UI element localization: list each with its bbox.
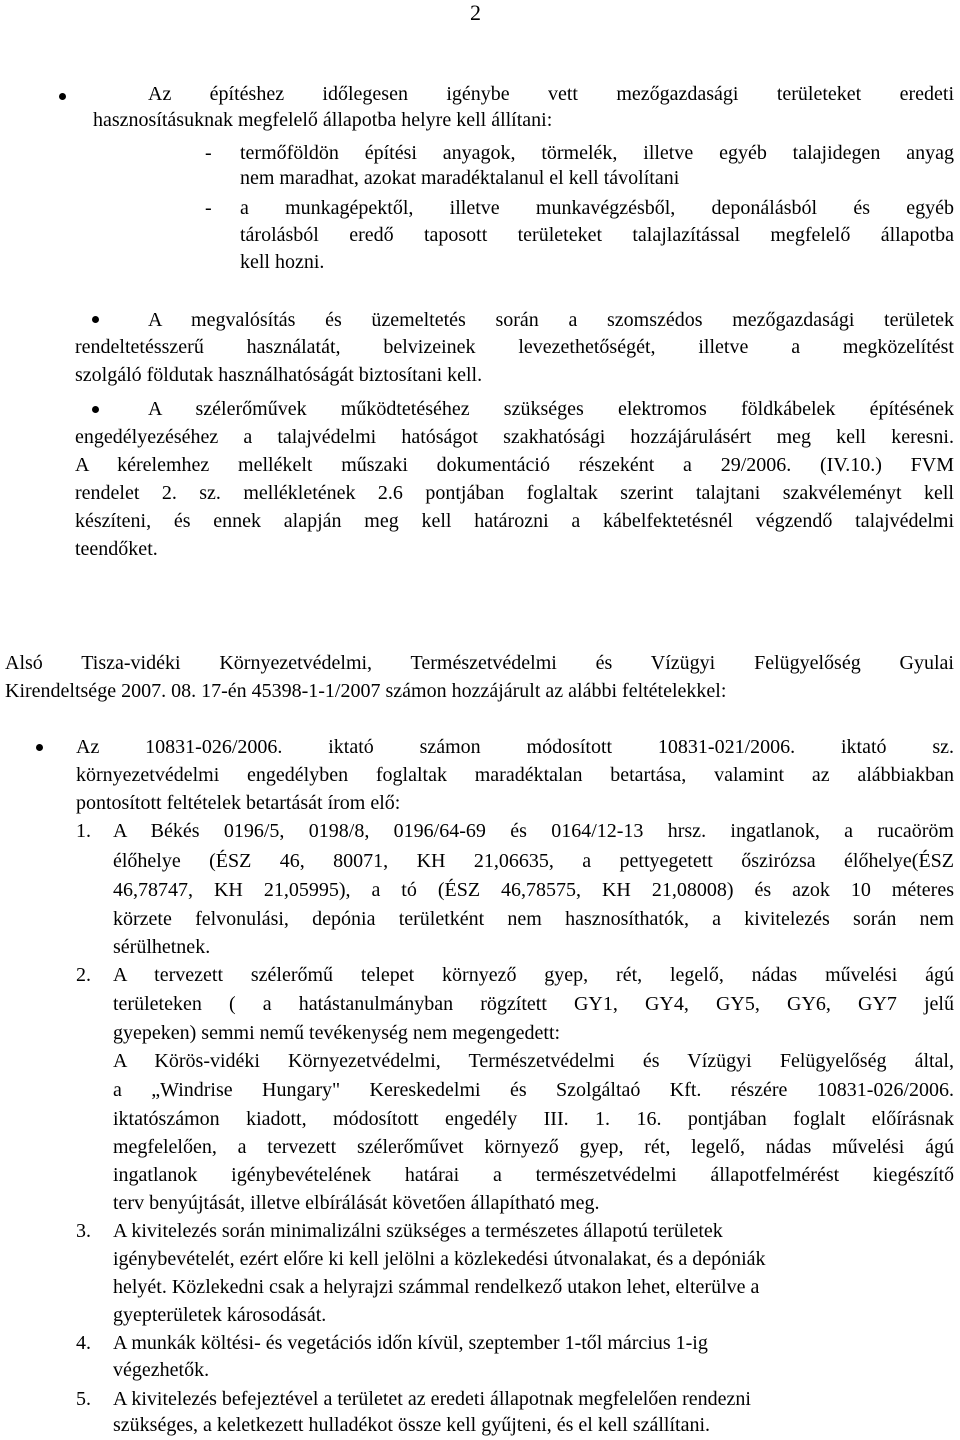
text-line: A Körös-vidéki Környezetvédelmi, Természetvédelmi és Vízügyi Felügyelőség által, xyxy=(113,1050,954,1072)
list-number: 1. xyxy=(76,820,91,842)
text-line: A kivitelezés befejeztével a területet az eredeti állapotnak megfelelően rendezni xyxy=(113,1388,751,1410)
text-line: igénybevételét, ezért előre ki kell jelölni a közlekedési útvonalakat, és a depóniák xyxy=(113,1248,766,1270)
text-line: tárolásból eredő taposott területeket talajlazítással megfelelő állapotba xyxy=(240,224,954,246)
text-line: területeken ( a hatástanulmányban rögzített GY1, GY4, GY5, GY6, GY7 jelű xyxy=(113,993,954,1015)
text-line: A tervezett szélerőmű telepet környező gyep, rét, legelő, nádas művelési ágú xyxy=(113,964,954,986)
text-line: hasznosításuknak megfelelő állapotba helyre kell állítani: xyxy=(93,109,553,131)
text-line: Az építéshez időlegesen igénybe vett mezőgazdasági területeket eredeti xyxy=(148,83,954,105)
list-number: 5. xyxy=(76,1388,91,1410)
text-line: A kérelemhez mellékelt műszaki dokumentáció részeként a 29/2006. (IV.10.) FVM xyxy=(75,454,954,476)
dash-marker: - xyxy=(205,197,212,219)
text-line: helyét. Közlekedni csak a helyrajzi számmal rendelkező utakon lehet, elterülve a xyxy=(113,1276,760,1298)
text-line: sérülhetnek. xyxy=(113,936,211,958)
text-line: élőhelye (ÉSZ 46, 80071, KH 21,06635, a pettyegetett őszirózsa élőhelye(ÉSZ xyxy=(113,850,954,872)
bullet-icon xyxy=(92,316,99,323)
text-line: A szélerőművek működtetéséhez szükséges elektromos földkábelek építésének xyxy=(148,398,954,420)
text-line: A Békés 0196/5, 0198/8, 0196/64-69 és 0164/12-13 hrsz. ingatlanok, a rucaöröm xyxy=(113,820,954,842)
text-line: Alsó Tisza-vidéki Környezetvédelmi, Természetvédelmi és Vízügyi Felügyelőség Gyulai xyxy=(5,652,954,674)
text-line: iktatószámon kiadott, módosított engedély III. 1. 16. pontjában foglalt előírásnak xyxy=(113,1108,954,1130)
text-line: gyepeken) semmi nemű tevékenység nem megengedett: xyxy=(113,1022,561,1044)
text-line: teendőket. xyxy=(75,538,158,560)
text-line: engedélyezéséhez a talajvédelmi hatóságot szakhatósági hozzájárulásért meg kell keresni. xyxy=(75,426,954,448)
bullet-icon xyxy=(92,406,99,413)
text-line: körzete felvonulási, depónia területként nem hasznosíthatók, a kivitelezés során nem xyxy=(113,908,954,930)
page-number: 2 xyxy=(470,0,481,25)
text-line: A kivitelezés során minimalizálni szükséges a természetes állapotú területek xyxy=(113,1220,723,1242)
text-line: szükséges, a keletkezett hulladékot össze kell gyűjteni, és el kell szállítani. xyxy=(113,1414,711,1436)
text-line: kell hozni. xyxy=(240,251,325,273)
list-number: 3. xyxy=(76,1220,91,1242)
text-line: a „Windrise Hungary" Kereskedelmi és Szolgáltaó Kft. részére 10831-026/2006. xyxy=(113,1079,954,1101)
text-line: gyepterületek károsodását. xyxy=(113,1304,327,1326)
text-line: Az 10831-026/2006. iktató számon módosított 10831-021/2006. iktató sz. xyxy=(76,736,954,758)
dash-marker: - xyxy=(205,142,212,164)
text-line: terv benyújtását, illetve elbírálását követően állapítható meg. xyxy=(113,1192,600,1214)
list-number: 4. xyxy=(76,1332,91,1354)
text-line: A megvalósítás és üzemeltetés során a szomszédos mezőgazdasági területek xyxy=(148,309,954,331)
text-line: termőföldön építési anyagok, törmelék, illetve egyéb talajidegen anyag xyxy=(240,142,954,164)
text-line: 46,78747, KH 21,05995), a tó (ÉSZ 46,78575, KH 21,08008) és azok 10 méteres xyxy=(113,879,954,901)
text-line: a munkagépektől, illetve munkavégzésből, deponálásból és egyéb xyxy=(240,197,954,219)
text-line: ingatlanok igénybevételének határai a természetvédelmi állapotfelmérést kiegészítő xyxy=(113,1164,954,1186)
bullet-icon xyxy=(59,93,66,100)
text-line: megfelelően, a tervezett szélerőművet környező gyep, rét, legelő, nádas művelési ágú xyxy=(113,1136,954,1158)
bullet-icon xyxy=(36,744,43,751)
text-line: készíteni, és ennek alapján meg kell határozni a kábelfektetésnél végzendő talajvédelmi xyxy=(75,510,954,532)
text-line: környezetvédelmi engedélyben foglaltak maradéktalan betartása, valamint az alábbiakban xyxy=(76,764,954,786)
text-line: szolgáló földutak használhatóságát biztosítani kell. xyxy=(75,364,483,386)
list-number: 2. xyxy=(76,964,91,986)
text-line: pontosított feltételek betartását írom elő: xyxy=(76,792,401,814)
text-line: rendelet 2. sz. mellékletének 2.6 pontjában foglaltak szerint talajtani szakvéleményt kell xyxy=(75,482,954,504)
text-line: rendeltetésszerű használatát, belvizeinek levezethetőségét, illetve a megközelítést xyxy=(75,336,954,358)
text-line: A munkák költési- és vegetációs időn kívül, szeptember 1-től március 1-ig xyxy=(113,1332,708,1354)
text-line: Kirendeltsége 2007. 08. 17-én 45398-1-1/2007 számon hozzájárult az alábbi feltételekkel: xyxy=(5,680,727,702)
text-line: nem maradhat, azokat maradéktalanul el kell távolítani xyxy=(240,167,680,189)
text-line: végezhetők. xyxy=(113,1359,210,1381)
